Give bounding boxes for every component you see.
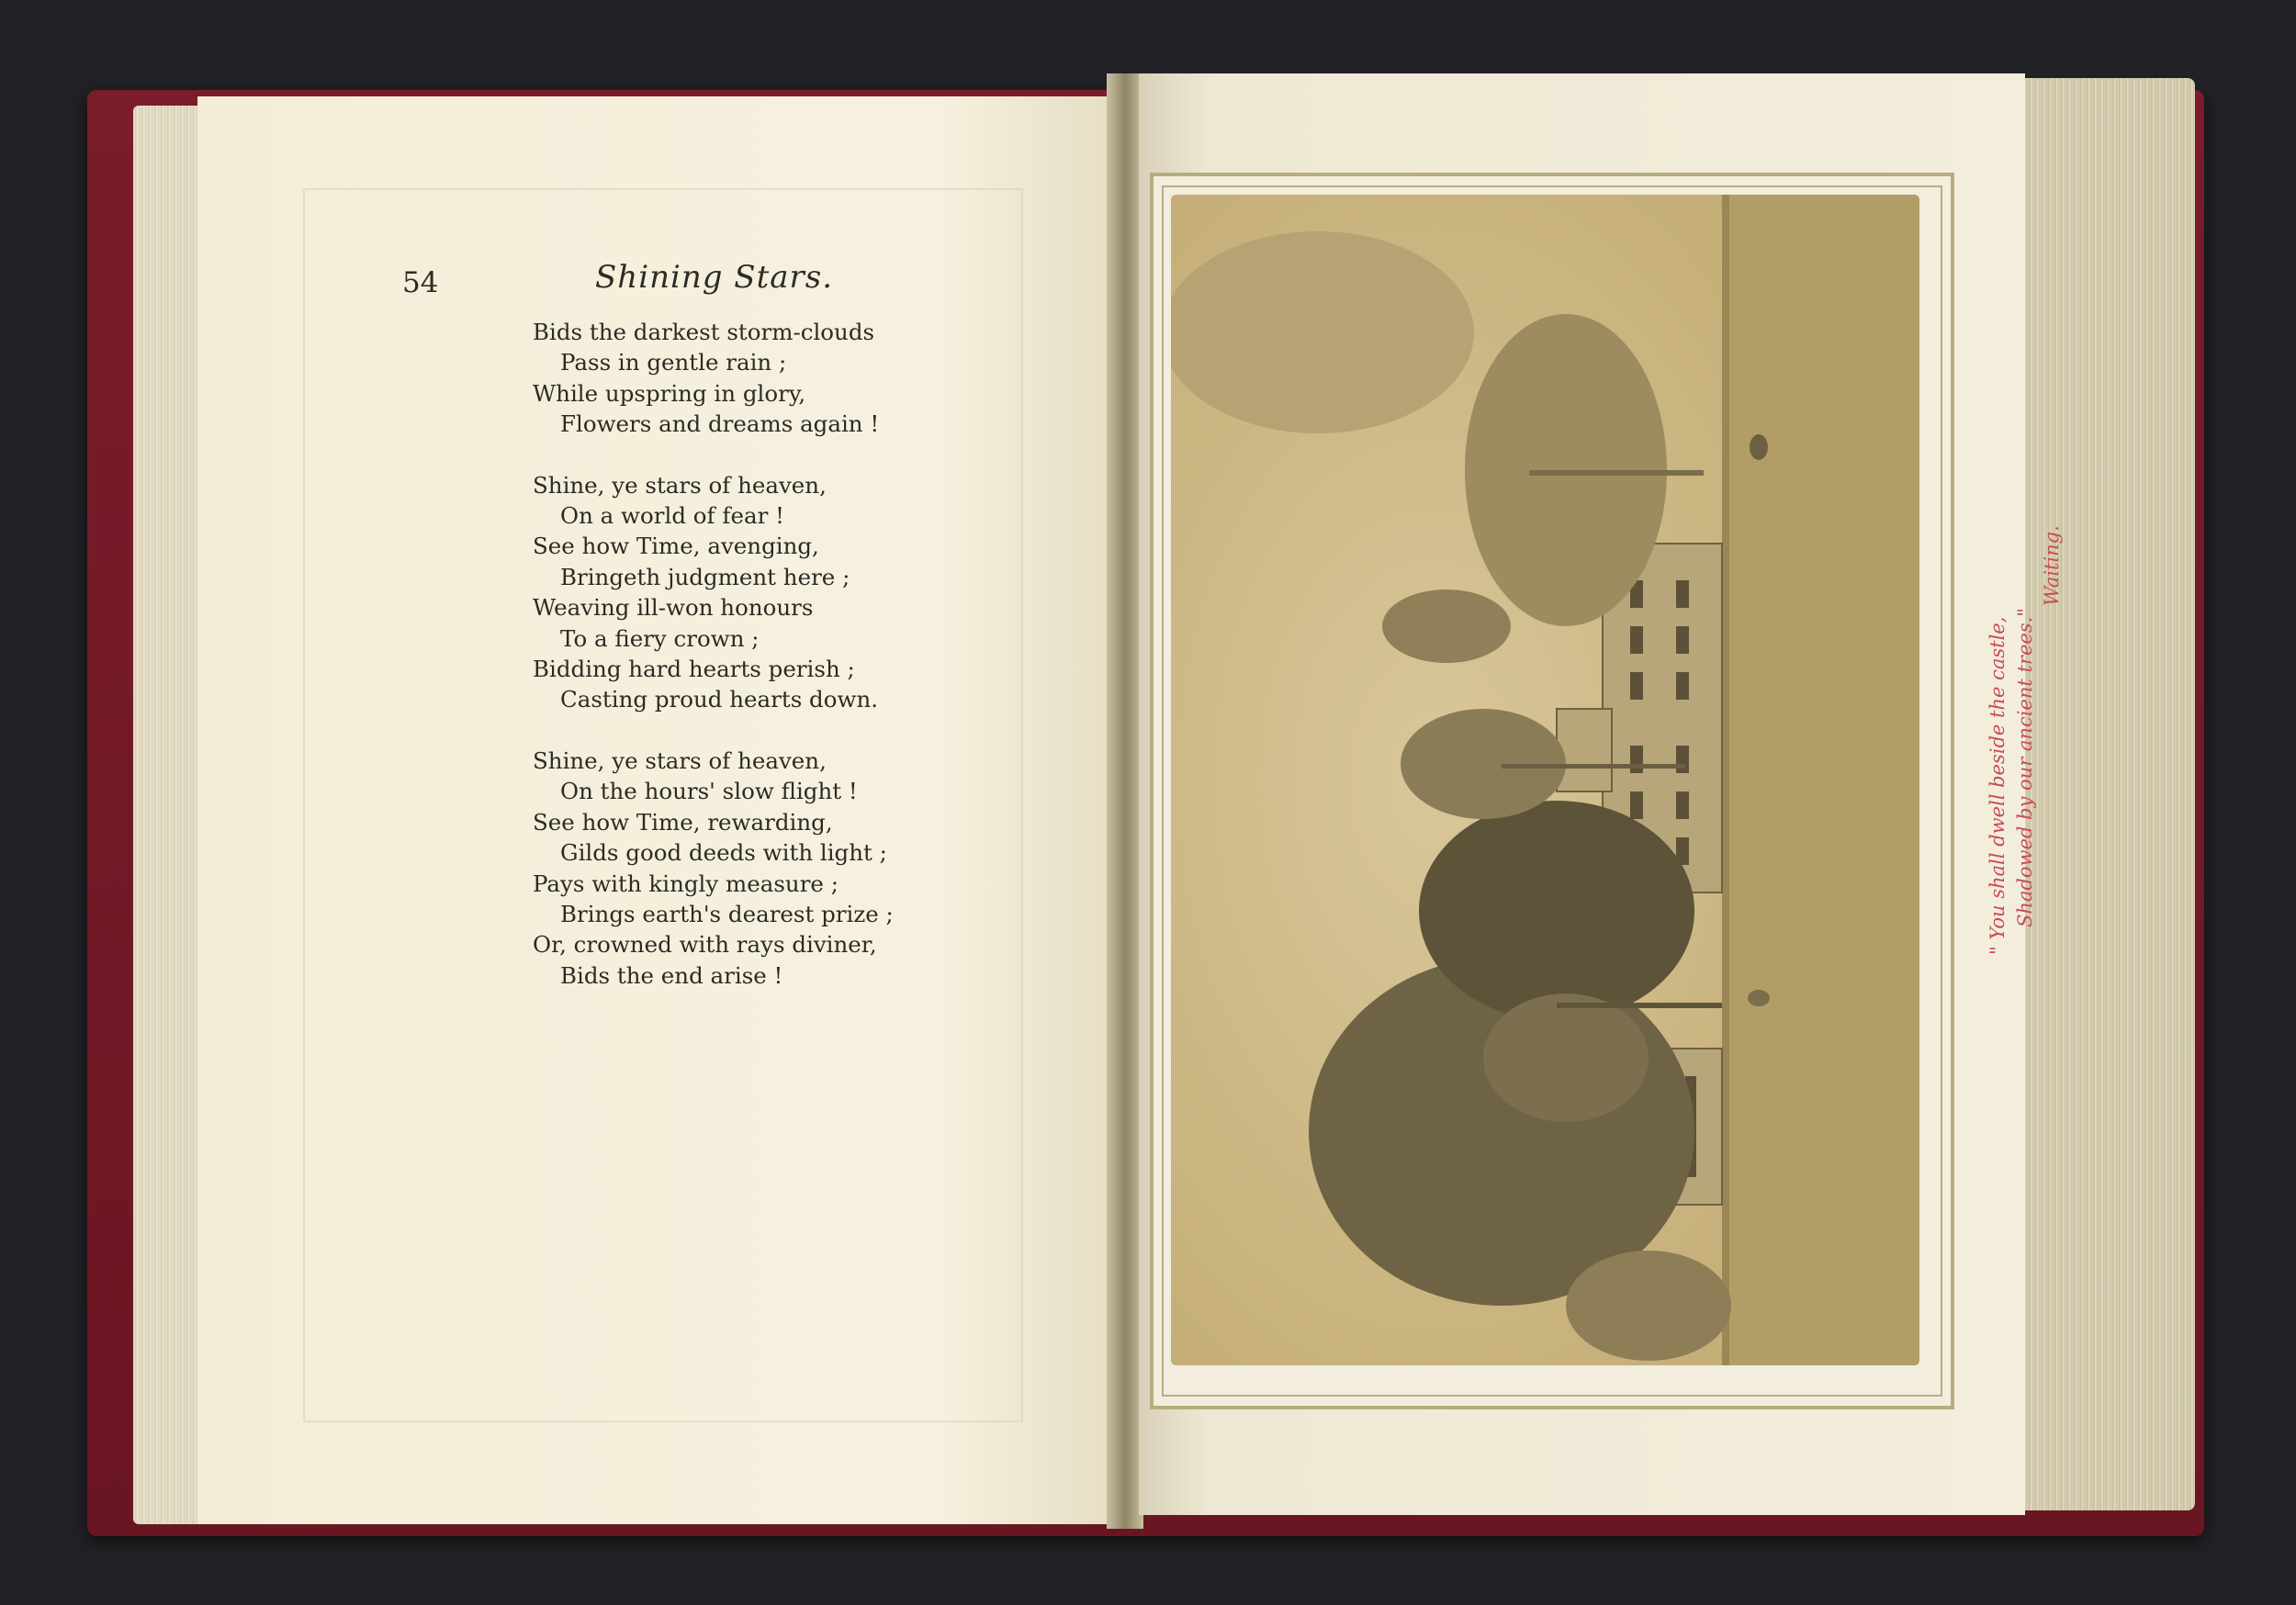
poem-line: Brings earth's dearest prize ; (560, 900, 894, 927)
page-number: 54 (402, 266, 439, 299)
poem-line: Bringeth judgment here ; (560, 563, 850, 590)
stanza-2 (533, 470, 1010, 715)
poem-line: Bidding hard hearts perish ; (533, 656, 855, 683)
running-title: Shining Stars. (595, 259, 834, 296)
mansion-tower (1557, 709, 1612, 791)
poem-line: Shine, ye stars of heaven, (533, 746, 827, 774)
poem-line: See how Time, avenging, (533, 533, 819, 560)
deer-figure (1750, 434, 1768, 460)
poem-line: Pays with kingly measure ; (533, 870, 838, 897)
poem-line: Bids the end arise ! (560, 961, 783, 989)
book-gutter (1107, 73, 1143, 1529)
poem-line: Shine, ye stars of heaven, (533, 471, 827, 499)
photo-caption (1984, 514, 2065, 955)
poem-line: To a fiery crown ; (560, 624, 760, 652)
poem-line: While upspring in glory, (533, 379, 806, 407)
poem-line: On a world of fear ! (560, 502, 784, 530)
poem-line: Or, crowned with rays diviner, (533, 931, 877, 959)
albumen-photograph (1171, 195, 1919, 1365)
poem-line: Flowers and dreams again ! (560, 410, 880, 438)
caption-line-1: " You shall dwell beside the castle, (1986, 616, 2009, 955)
stanza-3 (533, 746, 1010, 991)
stanza-1 (533, 317, 1010, 440)
poem-line: Casting proud hearts down. (560, 686, 879, 713)
poem-line: See how Time, rewarding, (533, 808, 833, 836)
caption-line-2: Shadowed by our ancient trees." (2014, 608, 2036, 927)
path-edge (1722, 195, 1729, 1365)
photograph-scene (1171, 195, 1919, 1365)
poem-text (533, 317, 1010, 1021)
poem-line: On the hours' slow flight ! (560, 778, 858, 805)
lawn-area (1722, 195, 1919, 1365)
poem-line: Bids the darkest storm-clouds (533, 319, 875, 345)
caption-source: Waiting. (2041, 525, 2063, 606)
poem-line: Gilds good deeds with light ; (560, 839, 887, 867)
poem-line: Pass in gentle rain ; (560, 349, 787, 376)
poem-line: Weaving ill-won honours (533, 594, 814, 622)
deer-figure (1748, 990, 1770, 1006)
